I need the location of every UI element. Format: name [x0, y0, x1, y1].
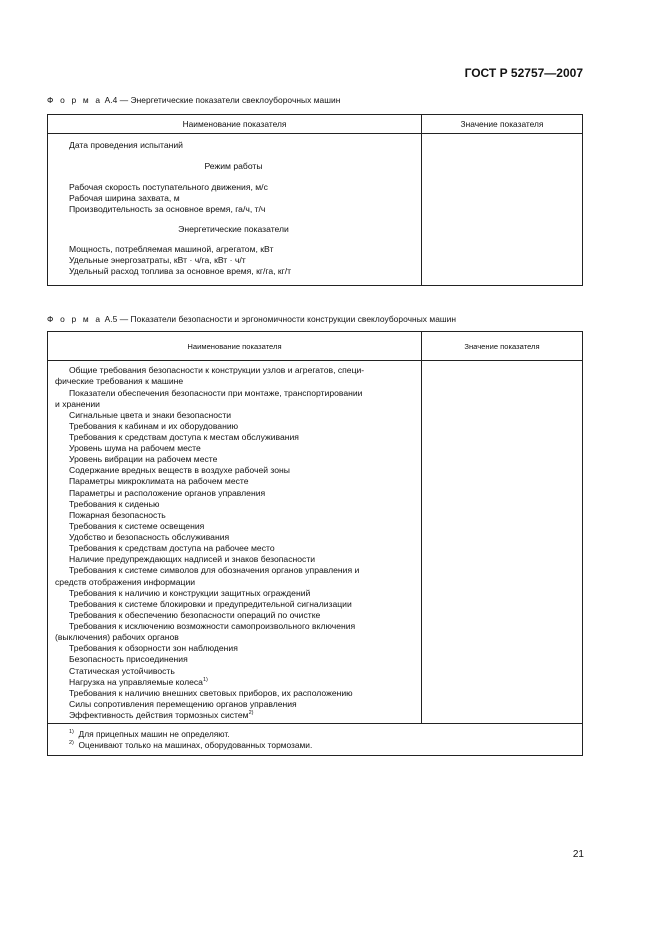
form-a5-row: Требования к наличию и конструкции защитных ограждений: [69, 588, 311, 598]
form-a4-number: А.4: [104, 95, 118, 105]
form-a5-row: Сигнальные цвета и знаки безопасности: [69, 410, 232, 420]
form-a5-row: Безопасность присоединения: [69, 654, 188, 664]
form-a5-row: Уровень вибрации на рабочем месте: [69, 454, 218, 464]
form-a5-row: Содержание вредных веществ в воздухе рабочей зоны: [69, 465, 290, 475]
form-a5-row: Требования к кабинам и их оборудованию: [69, 421, 239, 431]
form-a5-row: Статическая устойчивость: [69, 666, 175, 676]
form-a5-row: Нагрузка на управляемые колеса$^{1)}$: [69, 677, 208, 687]
form-a4-col-value: Значение показателя: [460, 119, 544, 129]
form-a5-row: Параметры микроклимата на рабочем месте: [69, 476, 249, 486]
form-a5-row: Требования к обзорности зон наблюдения: [69, 643, 238, 653]
form-a5-row: Требования к наличию внешних световых приборов, их расположению: [69, 688, 353, 698]
form-a5-row: Требования к средствам доступа на рабочее место: [69, 543, 275, 553]
form-a4-row: Производительность за основное время, га/ч, т/ч: [69, 204, 266, 214]
form-a4-row: Рабочая скорость поступательного движения, м/с: [69, 182, 268, 192]
form-a5-title: [47, 314, 456, 324]
form-a5-label: Ф о р м а: [47, 314, 103, 324]
form-a4-caption: — Энергетические показатели свеклоуборочных машин: [119, 95, 341, 105]
form-a4-row: Мощность, потребляемая машиной, агрегатом, кВт: [69, 244, 274, 254]
form-a5-row: средств отображения информации: [55, 577, 196, 587]
form-a5-row: Требования к средствам доступа к местам обслуживания: [69, 432, 299, 442]
footnote-ref-1: 1): [202, 677, 208, 684]
form-a5-row: Параметры и расположение органов управления: [69, 488, 266, 498]
footnote-1: $^{1)}$ Для прицепных машин не определяют.: [69, 729, 230, 739]
form-a5-row: Требования к системе освещения: [69, 521, 205, 531]
form-a5-row: Показатели обеспечения безопасности при монтаже, транспортировании: [69, 388, 363, 398]
form-a5-row: Требования к системе символов для обозначения органов управления и: [69, 565, 360, 575]
form-a5-row: Требования к обеспечению безопасности операций по очистке: [69, 610, 321, 620]
form-a5-row: Требования к системе блокировки и предупредительной сигнализации: [69, 599, 352, 609]
form-a5-number: А.5: [104, 314, 118, 324]
form-a4-section: Режим работы: [204, 161, 263, 171]
form-a4-row: Удельный расход топлива за основное время, кг/га, кг/т: [69, 266, 292, 276]
form-a4-row: Дата проведения испытаний: [69, 140, 183, 150]
form-a4-label: Ф о р м а: [47, 95, 103, 105]
form-a5-caption: — Показатели безопасности и эргономичности конструкции свеклоуборочных машин: [119, 314, 457, 324]
standard-number: ГОСТ Р 52757—2007: [464, 66, 583, 80]
form-a5-row: Эффективность действия тормозных систем$^{2)}$: [69, 710, 254, 720]
form-a5-row: и хранении: [55, 399, 100, 409]
footnote-2: $^{2)}$ Оценивают только на машинах, оборудованных тормозами.: [69, 740, 313, 750]
form-a4-title: [47, 95, 340, 105]
form-a5-row: Силы сопротивления перемещению органов управления: [69, 699, 297, 709]
form-a5-row: Пожарная безопасность: [69, 510, 166, 520]
form-a5-row: Общие требования безопасности к конструкции узлов и агрегатов, специ-: [69, 365, 365, 375]
footnote-ref-2: 2): [248, 710, 254, 717]
form-a5-row: фические требования к машине: [55, 376, 184, 386]
form-a4-row: Рабочая ширина захвата, м: [69, 193, 180, 203]
form-a5-row: (выключения) рабочих органов: [55, 632, 179, 642]
form-a5-row: Требования к сиденью: [69, 499, 160, 509]
form-a5-row: Удобство и безопасность обслуживания: [69, 532, 230, 542]
form-a5-col-name: Наименование показателя: [187, 342, 282, 351]
form-a5-row: Наличие предупреждающих надписей и знаков безопасности: [69, 554, 316, 564]
page-number: 21: [572, 849, 584, 860]
form-a5-col-value: Значение показателя: [464, 342, 540, 351]
form-a4-section: Энергетические показатели: [178, 224, 289, 234]
form-a4-col-name: Наименование показателя: [182, 119, 287, 129]
form-a5-row: Уровень шума на рабочем месте: [69, 443, 201, 453]
form-a4-row: Удельные энергозатраты, кВт · ч/га, кВт · ч/т: [69, 255, 246, 265]
form-a5-row: Требования к исключению возможности самопроизвольного включения: [69, 621, 356, 631]
